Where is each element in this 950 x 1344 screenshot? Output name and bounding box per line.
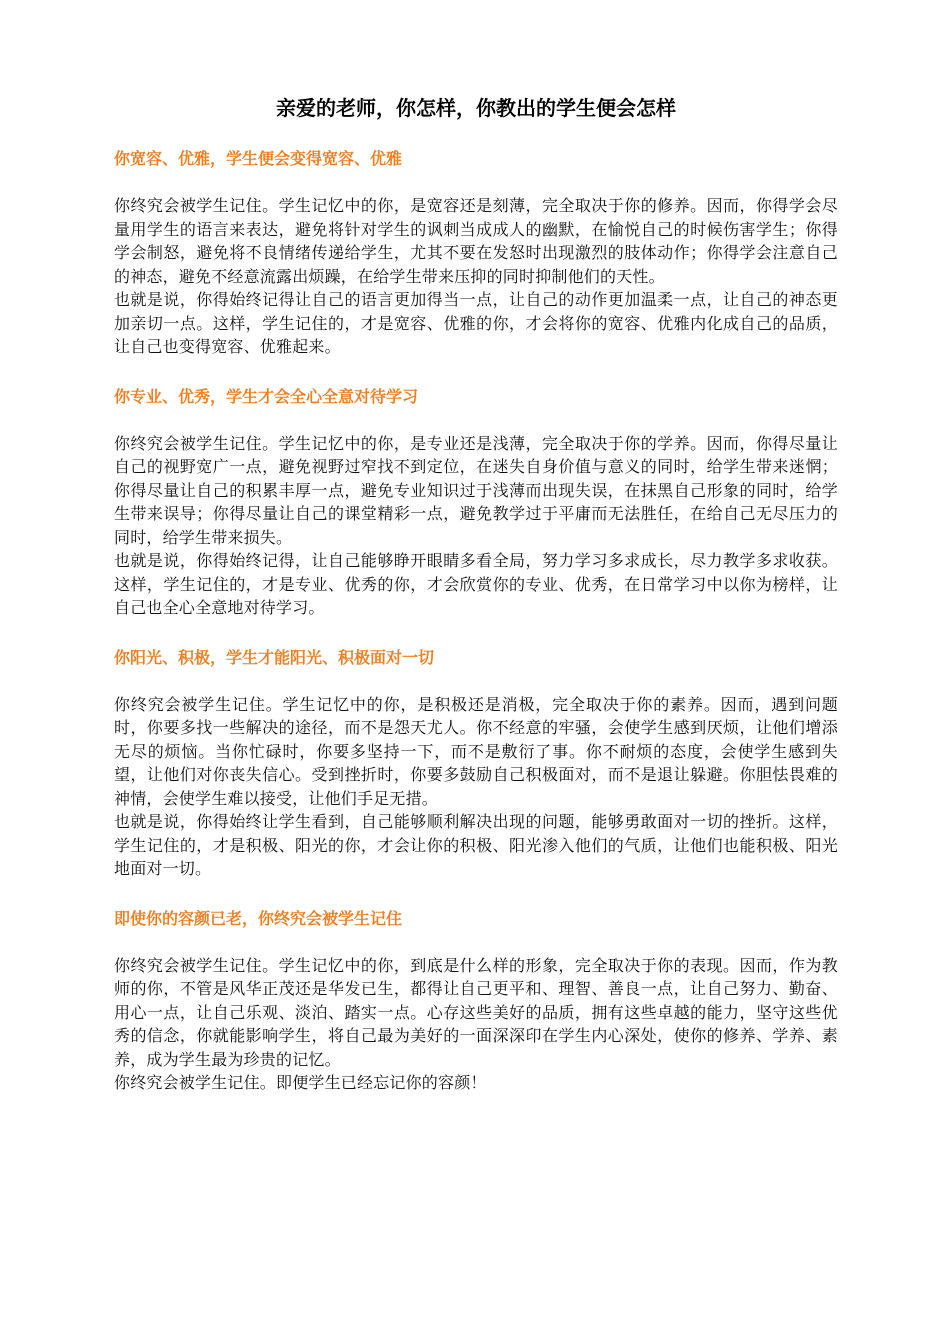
section-professional (114, 383, 838, 620)
section-paragraph: 也就是说，你得始终让学生看到，自己能够顺利解决出现的问题，能够勇敢面对一切的挫折。这样，学生记住的，才是积极、阳光的你，才会让你的积极、阳光渗入他们的气质，让他们也能积极、阳光地面对一切。 (114, 812, 838, 878)
section-positive (114, 644, 838, 881)
section-spacer (114, 620, 838, 644)
section-remembered (114, 905, 838, 1095)
section-spacer (114, 881, 838, 905)
section-heading: 你宽容、优雅，学生便会变得宽容、优雅 (114, 149, 403, 168)
section-spacer (114, 359, 838, 383)
section-heading: 你阳光、积极，学生才能阳光、积极面对一切 (114, 647, 435, 667)
section-paragraph: 你终究会被学生记住。学生记忆中的你，是积极还是消极，完全取决于你的素养。因而，遇到问题时，你要多找一些解决的途径，而不是怨天尤人。你不经意的牢骚，会使学生感到厌烦，让他们增添无尽的烦恼。当你忙碌时，你要多坚持一下，而不是敷衍了事。你不耐烦的态度，会使学生感到失望，让他们对你丧失信心。受到挫折时，你要多鼓励自己积极面对，而不是退让躲避。你胆怯畏难的神情，会使学生难以接受，让他们手足无措。 (114, 694, 838, 808)
section-paragraph: 你终究会被学生记住。即便学生已经忘记你的容颜！ (114, 1073, 487, 1092)
section-paragraph: 你终究会被学生记住。学生记忆中的你，是专业还是浅薄，完全取决于你的学养。因而，你得尽量让自己的视野宽广一点，避免视野过窄找不到定位，在迷失自身价值与意义的同时，给学生带来迷惘；你得尽量让自己的积累丰厚一点，避免专业知识过于浅薄而出现失误，在抹黑自己形象的同时，给学生带来误导；你得尽量让自己的课堂精彩一点，避免教学过于平庸而无法胜任，在给自己无尽压力的同时，给学生带来损失。 (114, 433, 838, 547)
section-heading: 即使你的容颜已老，你终究会被学生记住 (114, 908, 403, 928)
section-tolerance (114, 145, 838, 359)
section-paragraph: 你终究会被学生记住。学生记忆中的你，是宽容还是刻薄，完全取决于你的修养。因而，你得学会尽量用学生的语言来表达，避免将针对学生的讽刺当成成人的幽默，在愉悦自己的时候伤害学生；你得学会制怒，避免将不良情绪传递给学生，尤其不要在发怒时出现激烈的肢体动作；你得学会注意自己的神态，避免不经意流露出烦躁，在给学生带来压抑的同时抑制他们的天性。 (114, 196, 838, 286)
section-heading: 你专业、优秀，学生才会全心全意对待学习 (114, 386, 419, 406)
section-paragraph: 你终究会被学生记住。学生记忆中的你，到底是什么样的形象，完全取决于你的表现。因而，作为教师的你，不管是风华正茂还是华发已生，都得让自己更平和、理智、善良一点，让自己努力、勤奋、用心一点，让自己乐观、淡泊、踏实一点。心存这些美好的品质，拥有这些卓越的能力，坚守这些优秀的信念，你就能影响学生，将自己最为美好的一面深深印在学生内心深处，使你的修养、学养、素养，成为学生最为珍贵的记忆。 (114, 955, 838, 1069)
document-page (114, 93, 838, 1095)
document-title: 亲爱的老师，你怎样，你教出的学生便会怎样 (276, 96, 676, 120)
section-paragraph: 也就是说，你得始终记得让自己的语言更加得当一点，让自己的动作更加温柔一点，让自己的神态更加亲切一点。这样，学生记住的，才是宽容、优雅的你，才会将你的宽容、优雅内化成自己的品质，让自己也变得宽容、优雅起来。 (114, 290, 838, 356)
section-paragraph: 也就是说，你得始终记得，让自己能够睁开眼睛多看全局，努力学习多求成长，尽力教学多求收获。这样，学生记住的，才是专业、优秀的你，才会欣赏你的专业、优秀，在日常学习中以你为榜样，让自己也全心全意地对待学习。 (114, 551, 838, 617)
